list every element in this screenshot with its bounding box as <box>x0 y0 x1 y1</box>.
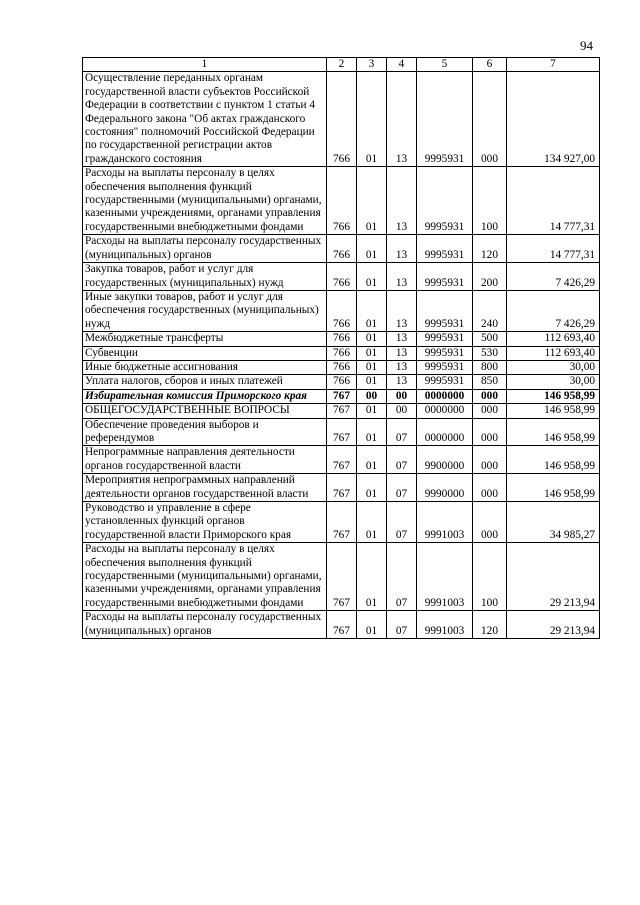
expense-type-code: 100 <box>473 543 507 611</box>
amount: 146 958,99 <box>507 389 600 403</box>
section-code: 01 <box>357 360 387 374</box>
chapter-code: 767 <box>327 543 357 611</box>
subsection-code: 00 <box>387 389 417 403</box>
header-col-2: 2 <box>327 58 357 72</box>
subsection-code: 00 <box>387 404 417 418</box>
row-name: Руководство и управление в сфере установленных функций органов государственной власти Приморского края <box>83 502 327 543</box>
table-row <box>83 389 600 403</box>
expense-type-code: 120 <box>473 611 507 639</box>
amount: 29 213,94 <box>507 543 600 611</box>
amount: 146 958,99 <box>507 474 600 502</box>
subsection-code: 13 <box>387 332 417 346</box>
target-article-code: 9995931 <box>417 72 473 167</box>
chapter-code: 767 <box>327 611 357 639</box>
table-row <box>83 290 600 331</box>
section-code: 01 <box>357 611 387 639</box>
subsection-code: 13 <box>387 235 417 263</box>
section-code: 01 <box>357 332 387 346</box>
row-name: Субвенции <box>83 346 327 360</box>
subsection-code: 13 <box>387 263 417 291</box>
chapter-code: 766 <box>327 360 357 374</box>
row-name: Расходы на выплаты персоналу государственных (муниципальных) органов <box>83 235 327 263</box>
section-code: 01 <box>357 418 387 446</box>
table-row <box>83 167 600 235</box>
chapter-code: 767 <box>327 389 357 403</box>
target-article-code: 0000000 <box>417 404 473 418</box>
subsection-code: 13 <box>387 72 417 167</box>
section-code: 01 <box>357 290 387 331</box>
subsection-code: 13 <box>387 346 417 360</box>
section-code: 01 <box>357 167 387 235</box>
chapter-code: 766 <box>327 263 357 291</box>
target-article-code: 9995931 <box>417 290 473 331</box>
table-body <box>83 72 600 639</box>
expense-type-code: 000 <box>473 72 507 167</box>
section-code: 01 <box>357 72 387 167</box>
target-article-code: 9995931 <box>417 346 473 360</box>
target-article-code: 0000000 <box>417 418 473 446</box>
header-row <box>83 58 600 72</box>
table-row <box>83 502 600 543</box>
target-article-code: 9991003 <box>417 611 473 639</box>
header-col-1: 1 <box>83 58 327 72</box>
target-article-code: 9995931 <box>417 167 473 235</box>
chapter-code: 766 <box>327 290 357 331</box>
chapter-code: 766 <box>327 235 357 263</box>
table-row <box>83 404 600 418</box>
amount: 30,00 <box>507 360 600 374</box>
subsection-code: 07 <box>387 474 417 502</box>
subsection-code: 13 <box>387 375 417 389</box>
header-col-5: 5 <box>417 58 473 72</box>
expense-type-code: 120 <box>473 235 507 263</box>
amount: 14 777,31 <box>507 235 600 263</box>
amount: 30,00 <box>507 375 600 389</box>
expense-type-code: 000 <box>473 446 507 474</box>
table-row <box>83 611 600 639</box>
amount: 34 985,27 <box>507 502 600 543</box>
row-name: Осуществление переданных органам государственной власти субъектов Российской Федерации в соответствии с пунктом 1 статьи 4 Федерального закона "Об актах гражданского состояния" полномочий Российской Федерации по государственной регистрации актов гражданского состояния <box>83 72 327 167</box>
row-name: Иные закупки товаров, работ и услуг для обеспечения государственных (муниципальных) нужд <box>83 290 327 331</box>
amount: 146 958,99 <box>507 404 600 418</box>
amount: 112 693,40 <box>507 332 600 346</box>
expense-type-code: 000 <box>473 389 507 403</box>
section-code: 01 <box>357 474 387 502</box>
subsection-code: 07 <box>387 543 417 611</box>
chapter-code: 767 <box>327 474 357 502</box>
row-name: Непрограммные направления деятельности органов государственной власти <box>83 446 327 474</box>
table-row <box>83 235 600 263</box>
chapter-code: 767 <box>327 446 357 474</box>
expense-type-code: 800 <box>473 360 507 374</box>
expense-type-code: 000 <box>473 502 507 543</box>
expense-type-code: 200 <box>473 263 507 291</box>
chapter-code: 766 <box>327 346 357 360</box>
subsection-code: 07 <box>387 502 417 543</box>
target-article-code: 9995931 <box>417 263 473 291</box>
subsection-code: 13 <box>387 360 417 374</box>
section-code: 01 <box>357 346 387 360</box>
table-row <box>83 418 600 446</box>
table-row <box>83 346 600 360</box>
section-code: 01 <box>357 263 387 291</box>
expense-type-code: 500 <box>473 332 507 346</box>
chapter-code: 767 <box>327 404 357 418</box>
subsection-code: 07 <box>387 611 417 639</box>
row-name: Иные бюджетные ассигнования <box>83 360 327 374</box>
header-col-7: 7 <box>507 58 600 72</box>
target-article-code: 0000000 <box>417 389 473 403</box>
amount: 146 958,99 <box>507 446 600 474</box>
amount: 14 777,31 <box>507 167 600 235</box>
table-row <box>83 543 600 611</box>
section-code: 01 <box>357 404 387 418</box>
header-col-6: 6 <box>473 58 507 72</box>
table-row <box>83 360 600 374</box>
section-code: 01 <box>357 235 387 263</box>
header-col-4: 4 <box>387 58 417 72</box>
subsection-code: 07 <box>387 418 417 446</box>
budget-table <box>82 57 600 639</box>
row-name: ОБЩЕГОСУДАРСТВЕННЫЕ ВОПРОСЫ <box>83 404 327 418</box>
expense-type-code: 000 <box>473 474 507 502</box>
subsection-code: 13 <box>387 290 417 331</box>
amount: 112 693,40 <box>507 346 600 360</box>
section-code: 01 <box>357 502 387 543</box>
amount: 29 213,94 <box>507 611 600 639</box>
target-article-code: 9991003 <box>417 502 473 543</box>
amount: 7 426,29 <box>507 290 600 331</box>
chapter-code: 767 <box>327 502 357 543</box>
expense-type-code: 100 <box>473 167 507 235</box>
page-number: 94 <box>580 38 593 53</box>
section-code: 00 <box>357 389 387 403</box>
row-name: Мероприятия непрограммных направлений деятельности органов государственной власти <box>83 474 327 502</box>
table-row <box>83 446 600 474</box>
expense-type-code: 530 <box>473 346 507 360</box>
table-row <box>83 375 600 389</box>
chapter-code: 766 <box>327 375 357 389</box>
row-name: Расходы на выплаты персоналу в целях обеспечения выполнения функций государственными (муниципальными) органами, казенными учреждениями, органами управления государственными внебюджетными фондами <box>83 167 327 235</box>
row-name: Избирательная комиссия Приморского края <box>83 389 327 403</box>
header-col-3: 3 <box>357 58 387 72</box>
table-row <box>83 474 600 502</box>
chapter-code: 766 <box>327 332 357 346</box>
row-name: Закупка товаров, работ и услуг для государственных (муниципальных) нужд <box>83 263 327 291</box>
expense-type-code: 240 <box>473 290 507 331</box>
target-article-code: 9990000 <box>417 474 473 502</box>
target-article-code: 9995931 <box>417 360 473 374</box>
chapter-code: 766 <box>327 72 357 167</box>
chapter-code: 766 <box>327 167 357 235</box>
expense-type-code: 000 <box>473 404 507 418</box>
amount: 7 426,29 <box>507 263 600 291</box>
amount: 146 958,99 <box>507 418 600 446</box>
row-name: Уплата налогов, сборов и иных платежей <box>83 375 327 389</box>
target-article-code: 9991003 <box>417 543 473 611</box>
target-article-code: 9995931 <box>417 235 473 263</box>
subsection-code: 07 <box>387 446 417 474</box>
section-code: 01 <box>357 446 387 474</box>
expense-type-code: 850 <box>473 375 507 389</box>
row-name: Обеспечение проведения выборов и референдумов <box>83 418 327 446</box>
row-name: Расходы на выплаты персоналу государственных (муниципальных) органов <box>83 611 327 639</box>
section-code: 01 <box>357 543 387 611</box>
target-article-code: 9995931 <box>417 375 473 389</box>
target-article-code: 9995931 <box>417 332 473 346</box>
subsection-code: 13 <box>387 167 417 235</box>
expense-type-code: 000 <box>473 418 507 446</box>
section-code: 01 <box>357 375 387 389</box>
target-article-code: 9900000 <box>417 446 473 474</box>
row-name: Расходы на выплаты персоналу в целях обеспечения выполнения функций государственными (муниципальными) органами, казенными учреждениями, органами управления государственными внебюджетными фондами <box>83 543 327 611</box>
table-row <box>83 332 600 346</box>
table-row <box>83 72 600 167</box>
amount: 134 927,00 <box>507 72 600 167</box>
row-name: Межбюджетные трансферты <box>83 332 327 346</box>
table-row <box>83 263 600 291</box>
chapter-code: 767 <box>327 418 357 446</box>
